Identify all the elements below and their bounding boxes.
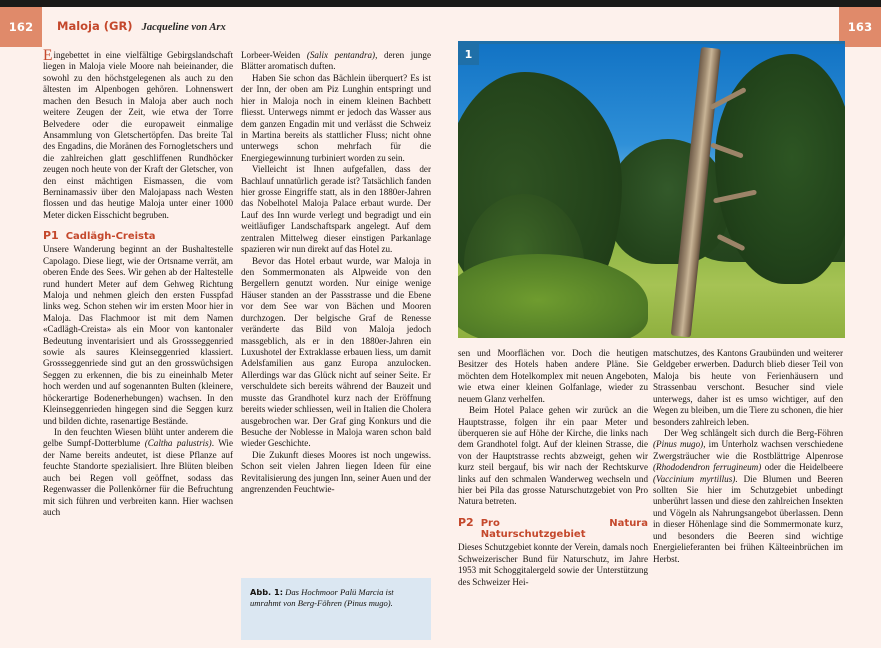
- section-heading-p1: [43, 230, 233, 242]
- section-title: Pro Natura Naturschutzgebiet: [480, 517, 648, 541]
- paragraph: [241, 50, 431, 73]
- caption-body: Das Hochmoor Palü Marcia ist umrahmt von Berg-Föhren (Pinus mugo).: [250, 587, 394, 609]
- figure-caption: [250, 587, 422, 610]
- species-name: (Rhododendron ferrugineum): [653, 462, 762, 473]
- paragraph: sen und Moorflächen vor. Doch die heutigen Besitzer des Hotels haben andere Pläne. Sie möchten dem Hotelkomplex mit neuen Angeboten, wie etwa einer kleinen Golfanlage, wieder zu neuem Glanz verhelfen.: [458, 348, 648, 404]
- folio-right: 163: [839, 7, 881, 47]
- text-column-3: [458, 348, 648, 588]
- text-column-1: [43, 47, 233, 518]
- section-tag: P1: [43, 229, 59, 243]
- figure-caption-box: [241, 578, 431, 640]
- caption-label: Abb. 1:: [250, 587, 283, 597]
- paragraph: [43, 427, 233, 518]
- paragraph: [653, 428, 843, 565]
- text-column-4: [653, 348, 843, 565]
- paragraph-text: ingebettet in eine vielfältige Gebirgslandschaft liegen in Maloja viele Moore nah beieinander, die sowohl zu den höchstgelegenen als auch zu den ältesten im Alpenbogen gehören. Lohnenswert machen den Besuch in Maloja aber auch noch weitere Zeugen der Zeit, wie etwa der Torre Belvedere oder die europaweit einmalige Ansammlung von Gletschertöpfen. Das breite Tal des Engadins, die Moränen des Fornogletschers und die zahlreichen glatt geschliffenen Rundhöcker zeugen noch heute von der Kraft der Gletscher, von den einst mächtigen Eismassen, die vom Berninamassiv über den Malojapass nach Westen flossen und das heutige Maloja unter einer 1000 Meter dicken Eisschicht begruben.: [43, 50, 233, 220]
- paragraph: Vielleicht ist Ihnen aufgefallen, dass der Bachlauf unnatürlich gerade ist? Tatsächlich fanden hier grosse Eingriffe statt, als in den 1880er-Jahren das Nobelhotel Maloja Palace erbaut wurde. Der Lauf des Inn wurde verlegt und begradigt und ein weitläufiger Landschaftspark angelegt. Auf dem zentralen Mittelweg dieser einstigen Parkanlage spazieren wir nun direkt auf das Hotel zu.: [241, 164, 431, 255]
- paragraph-text: Lorbeer-Weiden: [241, 50, 307, 60]
- paragraph: Dieses Schutzgebiet konnte der Verein, damals noch Schweizerischer Bund für Naturschutz, im Jahre 1953 mit Schoggitalergeld sowie der Unterstützung des Schweizer Hei-: [458, 542, 648, 587]
- chapter-title: Maloja (GR): [57, 19, 133, 33]
- paragraph-text: Der Weg schlängelt sich durch die Berg-Föhren: [664, 427, 843, 438]
- species-name: (Caltha palustris): [144, 438, 212, 449]
- text-column-2: [241, 50, 431, 495]
- section-tag: P2: [458, 515, 474, 529]
- paragraph-text: . Die Blumen und Beeren sollten Sie hier im Schutzgebiet unbedingt unberührt lassen und diese den zahlreichen Insekten und Vögeln als Nahrungsangebot überlassen. Denn in dieser Höhenlage sind die Sommermonate kurz, und besonders die Beeren sind wichtige Energielieferanten bei frühen Kälteeinbrüchen im Herbst.: [653, 473, 843, 564]
- paragraph: Haben Sie schon das Bächlein überquert? Es ist der Inn, der oben am Piz Lunghin entspringt und hier in Maloja noch in einem kleinen Bachbett fliesst. Unterwegs nimmt er jedoch das Wasser aus dem ganzen Engadin mit und verlässt die Schweiz in Martina bereits als stattlicher Fluss; nicht ohne unterwegs schon mehrfach für die Energiegewinnung turbiniert worden zu sein.: [241, 72, 431, 163]
- photo-number-badge: 1: [458, 44, 479, 65]
- species-name: (Salix pentandra): [306, 50, 376, 60]
- hochmoor-photo: [458, 44, 845, 338]
- paragraph-text: . Wie der Name bereits andeutet, ist diese Pflanze auf feuchte Standorte spezialisiert. Ihre Blüten bleiben auch bei Regen voll geöffnet, sodass das Regenwasser die Pollenkörner für die Befruchtung mit sich führen und verbreiten kann. Hier wachsen auch: [43, 438, 233, 517]
- section-title: Cadlägh-Creista: [65, 231, 156, 243]
- paragraph: Beim Hotel Palace gehen wir zurück an die Hauptstrasse, folgen ihr ein paar Meter und überqueren sie auf Höhe der Kirche, die links nach dem Grandhotel folgt. Auf der kleinen Strasse, die von der Hauptstrasse rechts abzweigt, gehen wir kurz steil bergauf, bis wir nach der Rechtskurve links auf den schmalen Wanderweg wechseln und hier bei Pila das grosse Naturschutzgebiet von Pro Natura betreten.: [458, 405, 648, 507]
- paragraph-text: , im Unterholz wachsen verschiedene Zwergsträucher wie die Rostblättrige Alpenrose: [653, 439, 843, 461]
- paragraph: Die Zukunft dieses Moores ist noch ungewiss. Schon seit vielen Jahren liegen Ideen für eine Revitalisierung des jungen Inn, seiner Auen und der angrenzenden Feuchtwie-: [241, 449, 431, 495]
- photo-mid-tree: [608, 139, 728, 264]
- paragraph: Unsere Wanderung beginnt an der Bushaltestelle Capolago. Diese liegt, wie der Ortsname verrät, am oberen Ende des Sees. Wir gehen ab der Haltestelle rund hundert Meter auf dem Gehweg Richtung Maloja und nehmen gleich den ersten Fusspfad links weg. Schon stehen wir im ersten Moor hier in Maloja. Das Flachmoor ist mit dem Namen «Cadlägh-Creista» als ein Moor von kantonaler Bedeutung inventarisiert und als Grossseggenried sowie als saures Kleinseggenried klassiert. Grossseggenriede sind gut an den grosswüchsigen Seggen zu erkennen, die bis zu eineinhalb Meter hoch werden und auf sogenannten Bulten (kleinere, höckerartige Bodenerhebungen) wachsen. In den Kleinseggenrieden hingegen sind die Seggen kurz und bilden dichte, rasenartige Bestände.: [43, 244, 233, 426]
- paragraph: Bevor das Hotel erbaut wurde, war Maloja in den Sommermonaten als Alpweide von den Bergellern genutzt worden. Nur einige wenige Häuser standen an der Passstrasse und die Ebene vor dem See war von Bächen und Mooren durchzogen. Der belgische Graf de Renesse veränderte das Bild von Maloja jedoch massgeblich, als er in den 1880er-Jahren ein Luxushotel der Extraklasse erbauen liess, um damit Adelsfamilien aus ganz Europa anzulocken. Allerdings war das Glück nicht auf seiner Seite. Er verschuldete sich bereits während der Bauzeit und musste das Grandhotel kurz nach der Eröffnung bereits wieder schliessen, weil in Italien die Cholera ausgebrochen war. Der Graf ging Konkurs und die Besuche der Noblesse in Maloja waren schon bald wieder Geschichte.: [241, 255, 431, 449]
- section-heading-p2: [458, 517, 648, 541]
- paragraph-text: , deren junge Blätter aromatisch duften.: [241, 50, 431, 72]
- paragraph-text: In den feuchten Wiesen blüht unter anderem die gelbe Sumpf-Dotterblume: [43, 427, 233, 449]
- running-head-left: [57, 19, 226, 33]
- paragraph: [43, 47, 233, 221]
- paragraph-text: oder die Heidelbeere: [761, 462, 843, 473]
- chapter-author: Jacqueline von Arx: [141, 22, 226, 33]
- paragraph: matschutzes, des Kantons Graubünden und weiterer Geldgeber erwerben. Dadurch blieb dieser Teil von Maloja bis heute von Ferienhäusern und Strassenbau verschont. Besucher sind viele unterwegs, daher ist es umso wichtiger, auf den Wegen zu bleiben, um die Tiere zu schonen, die hier besonders zahlreich leben.: [653, 348, 843, 427]
- drop-cap: E: [43, 47, 53, 64]
- species-name: (Vaccinium myrtillus): [653, 473, 736, 484]
- folio-left: 162: [0, 7, 42, 47]
- species-name: (Pinus mugo): [653, 439, 704, 450]
- top-black-rule: [0, 0, 881, 7]
